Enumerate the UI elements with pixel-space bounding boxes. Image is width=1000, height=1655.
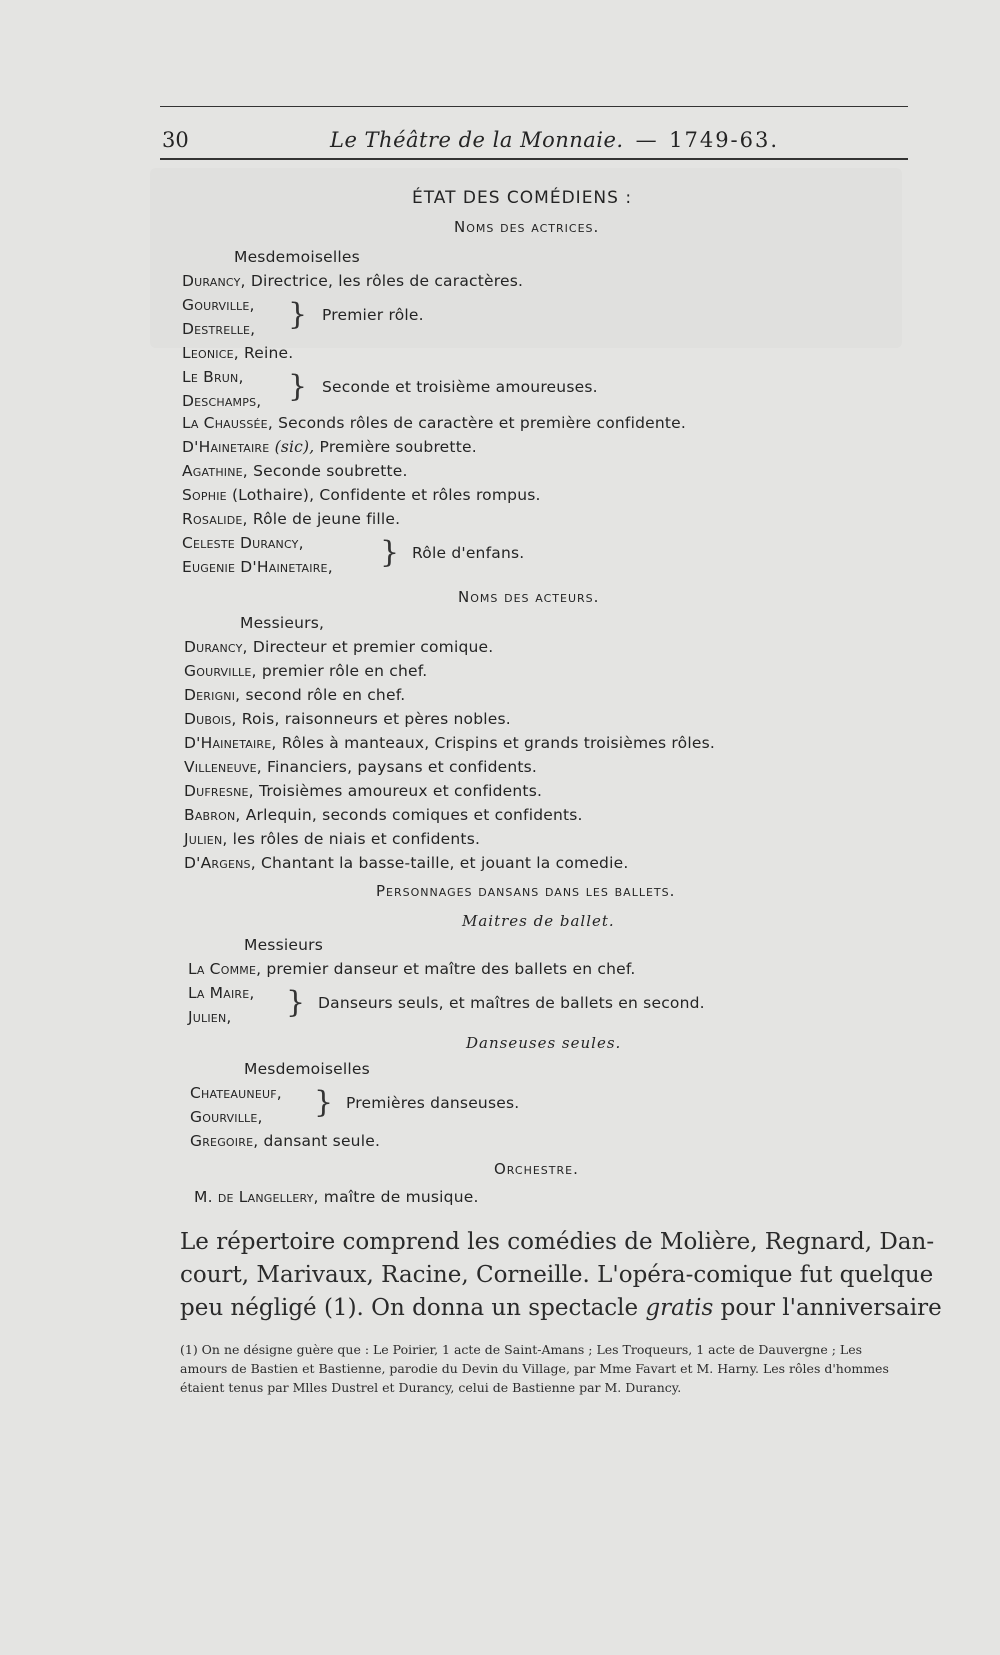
brace-icon: } [286, 985, 306, 1020]
actrice-role: Directrice, les rôles de caractères. [250, 272, 524, 290]
brace-icon: } [380, 535, 400, 570]
footnote [180, 1340, 920, 1397]
group-role: Premières danseuses. [346, 1094, 520, 1112]
danseuses-heading: Danseuses seules. [466, 1034, 622, 1052]
brace-icon: } [288, 297, 308, 332]
actrice-name: La Chaussée, [182, 414, 273, 432]
acteur-role: les rôles de niais et confidents. [232, 830, 481, 848]
actrice-name: Le Brun, [182, 368, 244, 386]
paragraph-line: court, Marivaux, Racine, Corneille. L'opéra-comique fut quelque [180, 1262, 934, 1288]
orchestre-role: maître de musique. [323, 1188, 479, 1206]
actrice-role: Seconds rôles de caractère et première confidente. [278, 414, 687, 432]
years: 1749-63. [669, 128, 780, 152]
orchestre-heading: Orchestre. [494, 1160, 579, 1178]
acteur-row [184, 710, 511, 728]
danseuse-role: dansant seule. [263, 1132, 381, 1150]
acteur-role: Financiers, paysans et confidents. [267, 758, 538, 776]
acteur-name: Julien, [184, 830, 228, 848]
book-title: Le Théâtre de la Monnaie. [330, 128, 624, 152]
acteur-row [184, 638, 493, 656]
acteur-row [184, 806, 583, 824]
acteur-name: Durancy, [184, 638, 248, 656]
actrice-name: Gourville, [182, 296, 255, 314]
actrice-name: Rosalide, [182, 510, 248, 528]
danseuse-row [190, 1132, 380, 1150]
running-title [330, 128, 779, 152]
acteur-role: second rôle en chef. [245, 686, 406, 704]
group-role: Danseurs seuls, et maîtres de ballets en second. [318, 994, 705, 1012]
actrice-row [182, 344, 293, 362]
actrice-row [182, 272, 523, 290]
actrice-role: Rôle de jeune fille. [252, 510, 401, 528]
orchestre-prefix: M. de [194, 1188, 234, 1206]
running-header [160, 118, 905, 158]
title-separator: — [635, 128, 658, 152]
acteur-name: D'Argens, [184, 854, 256, 872]
actrice-role: (Lothaire), Confidente et rôles rompus. [231, 486, 541, 504]
acteur-name: Dufresne, [184, 782, 254, 800]
actrice-name: Destrelle, [182, 320, 256, 338]
actrice-role: Seconde soubrette. [253, 462, 408, 480]
acteurs-heading: Noms des acteurs. [458, 588, 600, 606]
sic-note: (sic), [274, 438, 315, 456]
group-role: Rôle d'enfans. [412, 544, 525, 562]
actrice-row [182, 486, 541, 504]
acteur-role: premier rôle en chef. [261, 662, 428, 680]
acteur-name: Gourville, [184, 662, 257, 680]
danseuse-name: Chateauneuf, [190, 1084, 282, 1102]
actrices-heading: Noms des actrices. [454, 218, 600, 236]
danseuse-name: Gregoire, [190, 1132, 259, 1150]
header-rule-bottom [160, 158, 908, 160]
actrice-row [182, 462, 408, 480]
actrice-role: Reine. [244, 344, 294, 362]
acteur-name: D'Hainetaire, [184, 734, 277, 752]
acteur-role: Chantant la basse-taille, et jouant la comedie. [261, 854, 629, 872]
brace-icon: } [288, 369, 308, 404]
acteur-row [184, 782, 542, 800]
acteur-row [184, 854, 628, 872]
actrice-name: Durancy, [182, 272, 246, 290]
acteur-name: Dubois, [184, 710, 237, 728]
acteur-name: Derigni, [184, 686, 241, 704]
actrice-name: Leonice, [182, 344, 239, 362]
acteur-row [184, 734, 715, 752]
actrice-name: Celeste Durancy, [182, 534, 304, 552]
body-paragraph [180, 1226, 942, 1325]
section-heading: ÉTAT DES COMÉDIENS : [412, 188, 633, 208]
danseuse-name: Gourville, [190, 1108, 263, 1126]
actrice-name: Deschamps, [182, 392, 262, 410]
ballet-master-name: La Comme, [188, 960, 262, 978]
actrice-name: Agathine, [182, 462, 248, 480]
ballets-heading: Personnages dansans dans les ballets. [376, 882, 676, 900]
acteur-name: Babron, [184, 806, 241, 824]
footnote-line: amours de Bastien et Bastienne, parodie du Devin du Village, par Mme Favart et M. Harny. Les rôles d'hommes [180, 1361, 889, 1376]
ballet-master-name: Julien, [188, 1008, 232, 1026]
orchestre-name: Langellery, [238, 1188, 319, 1206]
paragraph-line: peu négligé (1). On donna un spectacle gratis pour l'anniversaire [180, 1295, 942, 1321]
acteur-role: Arlequin, seconds comiques et confidents. [245, 806, 583, 824]
header-rule-top [160, 106, 908, 107]
group-role: Premier rôle. [322, 306, 424, 324]
page-number: 30 [162, 128, 189, 152]
acteur-role: Rôles à manteaux, Crispins et grands troisièmes rôles. [281, 734, 715, 752]
footnote-line: (1) On ne désigne guère que : Le Poirier, 1 acte de Saint-Amans ; Les Troqueurs, 1 acte de Dauvergne ; Les [180, 1342, 863, 1357]
group-role: Seconde et troisième amoureuses. [322, 378, 598, 396]
paragraph-line: Le répertoire comprend les comédies de Molière, Regnard, Dan- [180, 1229, 935, 1255]
acteur-row [184, 830, 480, 848]
acteur-row [184, 686, 405, 704]
messieurs-label: Messieurs [244, 936, 323, 954]
brace-icon: } [314, 1085, 334, 1120]
acteur-role: Directeur et premier comique. [252, 638, 494, 656]
maitres-heading: Maitres de ballet. [462, 912, 615, 930]
ballet-master-role: premier danseur et maître des ballets en chef. [266, 960, 636, 978]
mesdemoiselles-label: Mesdemoiselles [244, 1060, 370, 1078]
italic-word: gratis [645, 1295, 714, 1321]
mesdemoiselles-label: Mesdemoiselles [234, 248, 360, 266]
actrice-row [182, 438, 477, 456]
actrice-name: Eugenie D'Hainetaire, [182, 558, 333, 576]
acteur-role: Rois, raisonneurs et pères nobles. [241, 710, 511, 728]
ballet-master-row [188, 960, 636, 978]
acteur-row [184, 662, 427, 680]
acteur-name: Villeneuve, [184, 758, 262, 776]
actrice-row [182, 414, 686, 432]
ballet-master-name: La Maire, [188, 984, 255, 1002]
actrice-name: D'Hainetaire [182, 438, 270, 456]
actrice-role: Première soubrette. [319, 438, 477, 456]
acteur-row [184, 758, 537, 776]
orchestre-row [194, 1188, 479, 1206]
actrice-row [182, 510, 400, 528]
footnote-line: étaient tenus par Mlles Dustrel et Durancy, celui de Bastienne par M. Durancy. [180, 1380, 682, 1395]
acteur-role: Troisièmes amoureux et confidents. [258, 782, 543, 800]
actrice-name: Sophie [182, 486, 227, 504]
messieurs-label: Messieurs, [240, 614, 325, 632]
